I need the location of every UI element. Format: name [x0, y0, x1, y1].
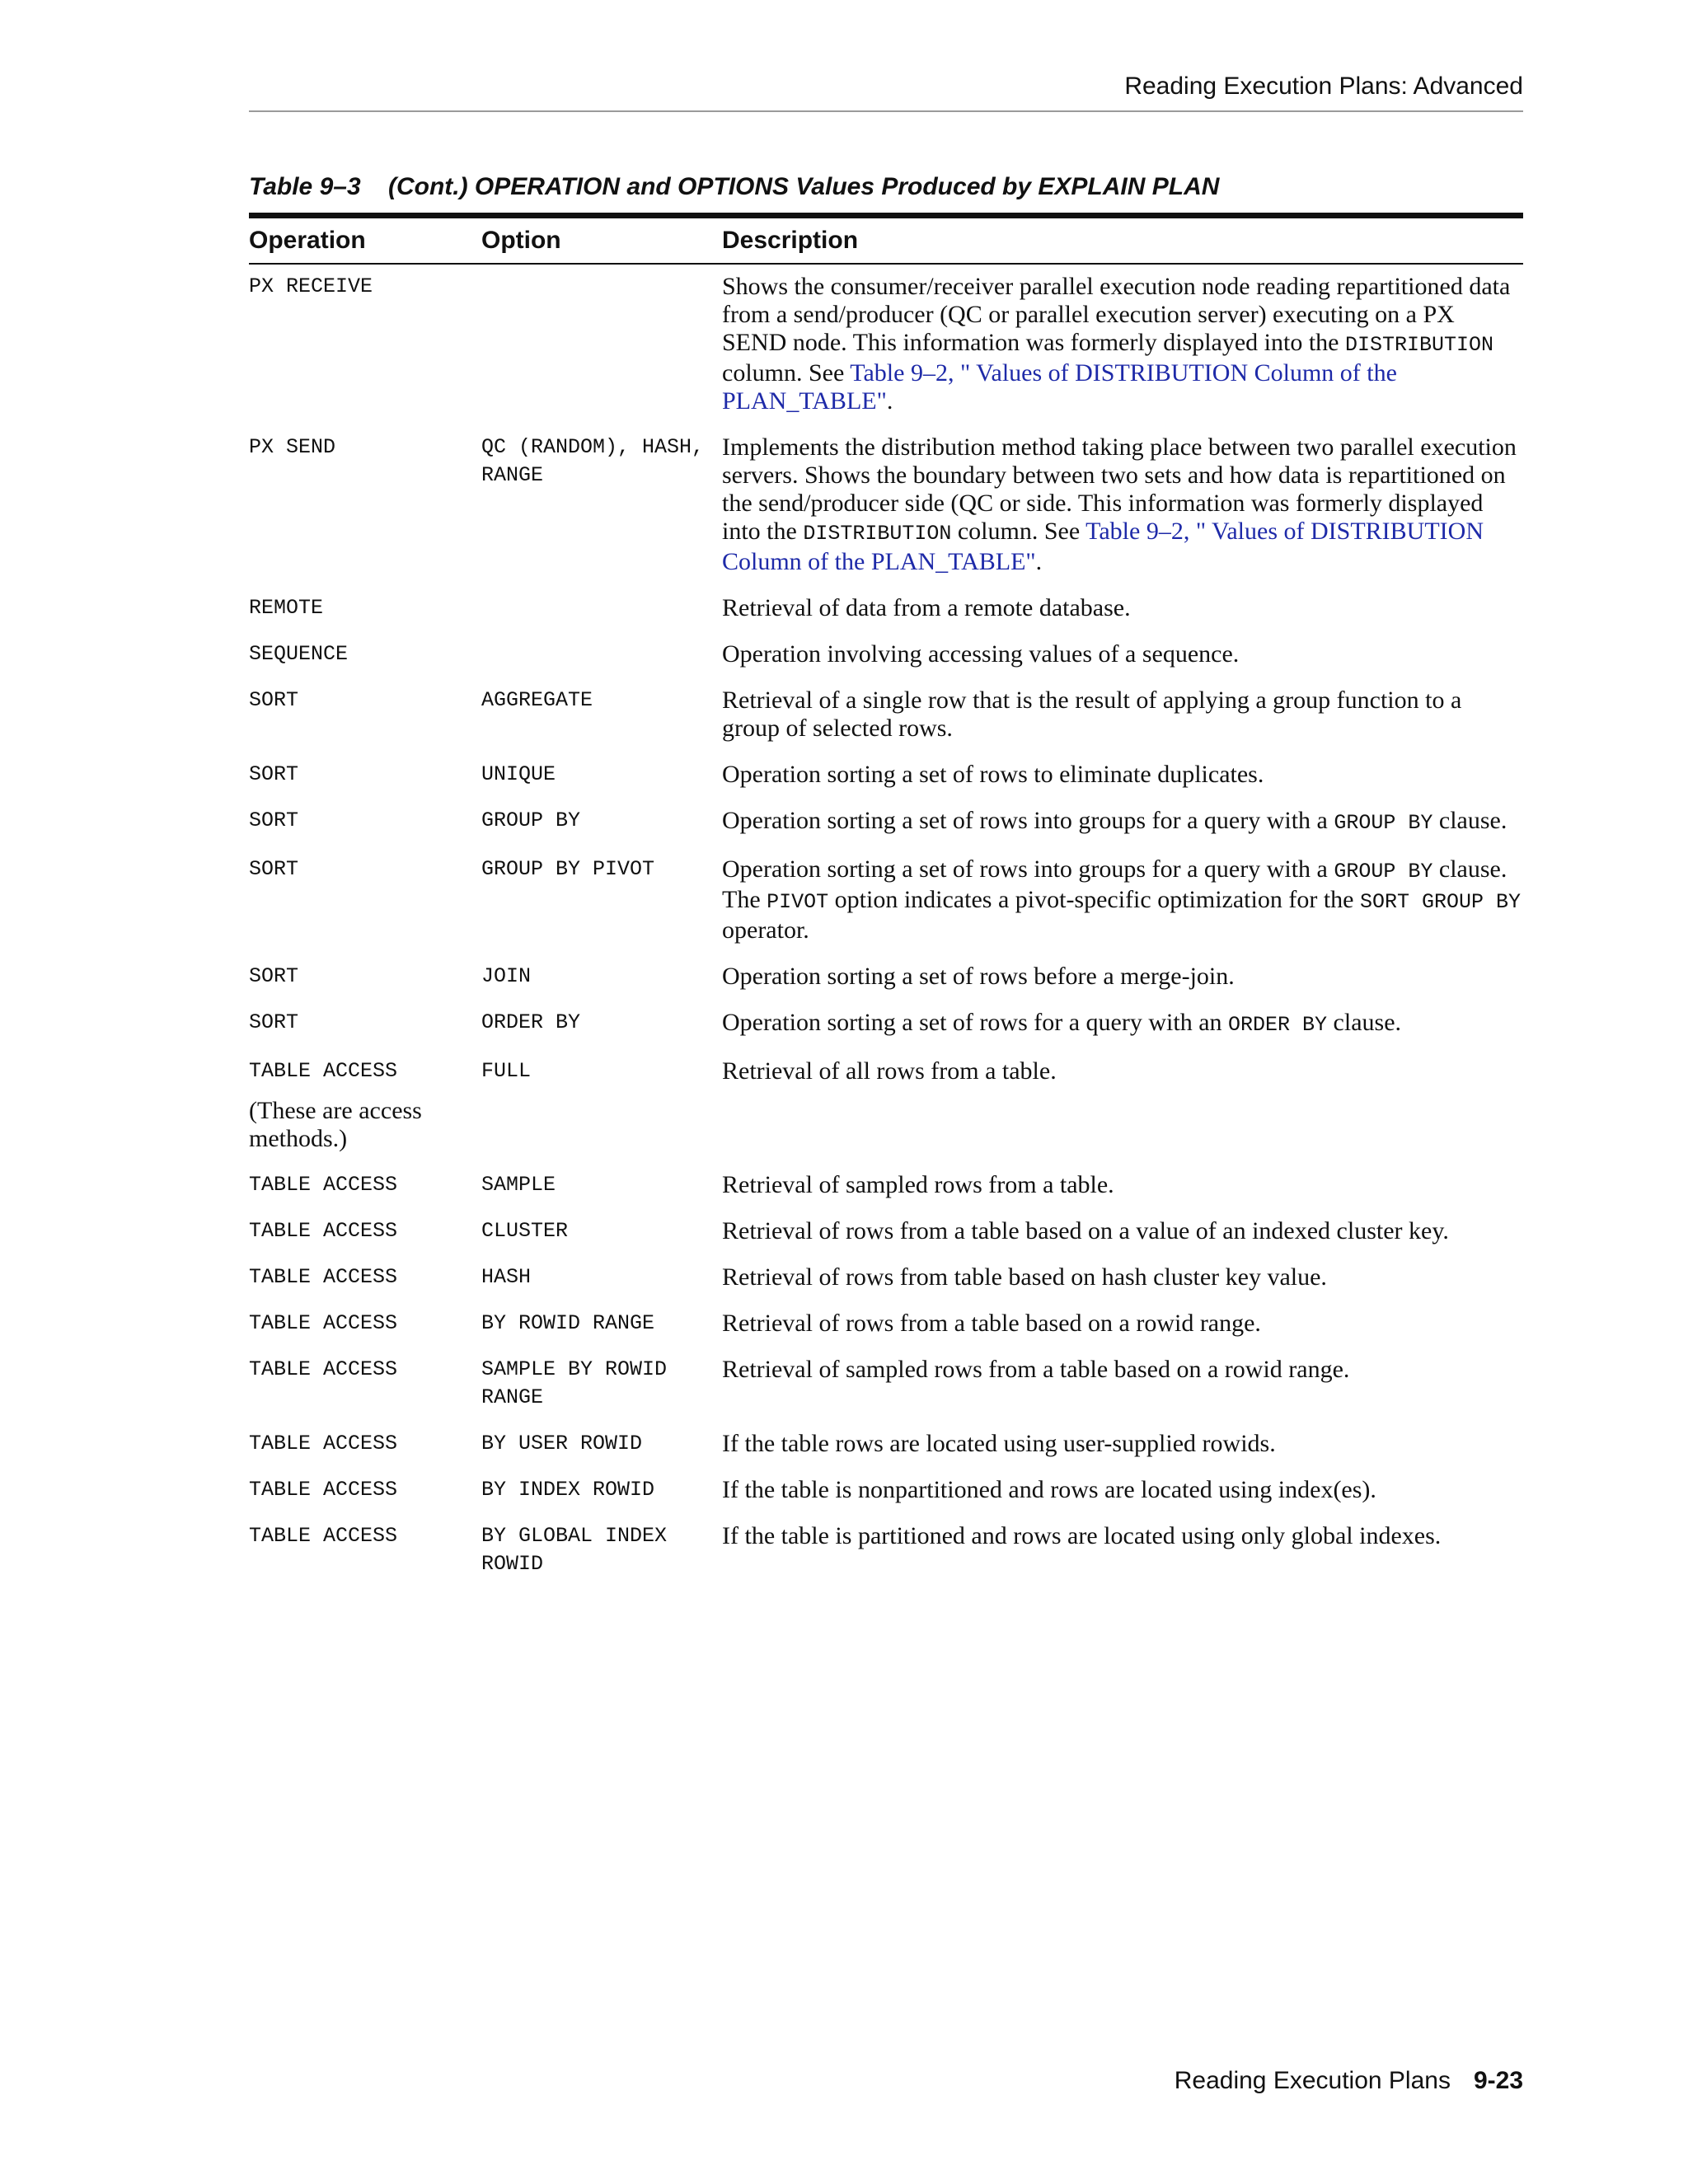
option-cell: HASH [481, 1265, 532, 1289]
option-cell: FULL [481, 1059, 532, 1083]
table-row [249, 1347, 1523, 1422]
inline-code: PIVOT [767, 890, 829, 914]
column-header-option: Option [481, 216, 722, 265]
inline-code: DISTRIBUTION [1345, 333, 1494, 357]
option-cell [481, 586, 722, 632]
operation-cell: TABLE ACCESS [249, 1219, 398, 1243]
description-cell: Retrieval of a single row that is the result of applying a group function to a group of selected rows. [722, 687, 1462, 742]
table-caption: Table 9–3 (Cont.) OPERATION and OPTIONS Values Produced by EXPLAIN PLAN [249, 173, 1220, 200]
column-header-operation: Operation [249, 216, 481, 265]
description-text: clause. The [722, 855, 1507, 913]
operation-cell: SORT [249, 808, 299, 832]
running-footer [249, 2067, 1523, 2095]
option-cell: QC (RANDOM), HASH, RANGE [481, 435, 705, 487]
option-cell: BY INDEX ROWID [481, 1478, 655, 1502]
cross-reference-link[interactable]: Table 9–2, " Values of DISTRIBUTION Column of the PLAN_TABLE" [722, 359, 1397, 415]
description-cell: Operation involving accessing values of a sequence. [722, 640, 1240, 668]
option-cell: GROUP BY [481, 808, 581, 832]
option-cell: AGGREGATE [481, 688, 593, 712]
table-row [249, 1514, 1523, 1588]
description-cell [722, 1001, 1523, 1049]
operation-cell: SORT [249, 688, 299, 712]
option-cell: BY GLOBAL INDEX ROWID [481, 1524, 668, 1576]
description-text: clause. [1432, 807, 1507, 834]
cross-reference-link[interactable]: Table 9–2, " Values of DISTRIBUTION Column of the PLAN_TABLE" [722, 518, 1484, 575]
description-cell [722, 264, 1523, 425]
description-cell: If the table is partitioned and rows are located using only global indexes. [722, 1522, 1442, 1549]
description-text: Operation sorting a set of rows into groups for a query with a [722, 855, 1334, 883]
operation-note: (These are access methods.) [249, 1097, 422, 1152]
description-cell [722, 847, 1523, 954]
description-cell [722, 425, 1523, 586]
operation-cell: PX RECEIVE [249, 274, 373, 298]
operation-cell: SORT [249, 964, 299, 988]
table-row [249, 425, 1523, 586]
table-row [249, 586, 1523, 632]
table-row [249, 678, 1523, 752]
description-cell: Retrieval of sampled rows from a table. [722, 1171, 1114, 1198]
operation-cell: TABLE ACCESS [249, 1173, 398, 1197]
option-cell: CLUSTER [481, 1219, 569, 1243]
operation-cell: TABLE ACCESS [249, 1524, 398, 1548]
table-row [249, 847, 1523, 954]
description-cell: If the table is nonpartitioned and rows are located using index(es). [722, 1476, 1376, 1503]
description-cell: Retrieval of rows from a table based on a rowid range. [722, 1310, 1261, 1337]
running-header: Reading Execution Plans: Advanced [249, 73, 1523, 112]
operation-cell [249, 1049, 481, 1163]
description-text: Operation sorting a set of rows for a query with an [722, 1009, 1229, 1036]
footer-section-title: Reading Execution Plans [1174, 2067, 1451, 2094]
table-row [249, 1468, 1523, 1514]
option-cell [481, 264, 722, 425]
operation-cell: SORT [249, 857, 299, 881]
operation-cell: SORT [249, 1010, 299, 1034]
description-text: . [1035, 548, 1043, 575]
operation-cell: SEQUENCE [249, 642, 349, 666]
operation-cell: TABLE ACCESS [249, 1432, 398, 1455]
operation-cell: TABLE ACCESS [249, 1478, 398, 1502]
operation-cell: TABLE ACCESS [249, 1265, 398, 1289]
description-cell: Retrieval of rows from table based on hash cluster key value. [722, 1263, 1327, 1291]
description-cell: Retrieval of sampled rows from a table based on a rowid range. [722, 1356, 1350, 1383]
page-number: 9-23 [1473, 2067, 1523, 2094]
description-text: operator. [722, 916, 809, 944]
operation-cell: TABLE ACCESS [249, 1357, 398, 1381]
operation-cell: PX SEND [249, 435, 336, 459]
table-row [249, 1049, 1523, 1163]
description-cell: Retrieval of rows from a table based on a value of an indexed cluster key. [722, 1217, 1449, 1244]
operation-cell: SORT [249, 762, 299, 786]
column-header-description: Description [722, 216, 1523, 265]
description-cell: If the table rows are located using user-supplied rowids. [722, 1430, 1276, 1457]
inline-code: GROUP BY [1334, 811, 1433, 835]
option-cell [481, 632, 722, 678]
description-text: Shows the consumer/receiver parallel execution node reading repartitioned data from a send/producer (QC or parallel execution server) executing on a PX SEND node. This information was formerly displayed into the [722, 273, 1511, 356]
option-cell: SAMPLE BY ROWID RANGE [481, 1357, 668, 1409]
description-text: Operation sorting a set of rows into groups for a query with a [722, 807, 1334, 834]
table-row [249, 954, 1523, 1001]
table-row [249, 1209, 1523, 1255]
option-cell: UNIQUE [481, 762, 556, 786]
description-cell: Operation sorting a set of rows to eliminate duplicates. [722, 761, 1264, 788]
option-cell: ORDER BY [481, 1010, 581, 1034]
operation-cell: REMOTE [249, 596, 324, 620]
description-text: . [886, 387, 893, 415]
operation-name: TABLE ACCESS [249, 1059, 398, 1083]
table-row [249, 1001, 1523, 1049]
inline-code: GROUP BY [1334, 860, 1433, 883]
table-row [249, 1301, 1523, 1347]
description-cell [722, 799, 1523, 847]
table-row [249, 799, 1523, 847]
description-text: option indicates a pivot-specific optimization for the [828, 886, 1360, 913]
option-cell: JOIN [481, 964, 532, 988]
option-cell: GROUP BY PIVOT [481, 857, 655, 881]
description-cell: Retrieval of data from a remote database. [722, 594, 1131, 621]
description-text: column. See [722, 359, 851, 387]
table-row [249, 264, 1523, 425]
table-row [249, 1163, 1523, 1209]
table-row [249, 1422, 1523, 1468]
inline-code: ORDER BY [1228, 1013, 1328, 1037]
operation-cell: TABLE ACCESS [249, 1311, 398, 1335]
inline-code: DISTRIBUTION [803, 522, 952, 546]
description-cell: Operation sorting a set of rows before a merge-join. [722, 963, 1235, 990]
description-text: clause. [1327, 1009, 1402, 1036]
option-cell: BY USER ROWID [481, 1432, 643, 1455]
description-cell: Retrieval of all rows from a table. [722, 1057, 1057, 1085]
option-cell: SAMPLE [481, 1173, 556, 1197]
operation-options-table [249, 213, 1523, 1588]
option-cell: BY ROWID RANGE [481, 1311, 655, 1335]
table-header-row [249, 216, 1523, 265]
inline-code: SORT GROUP BY [1359, 890, 1522, 914]
table-row [249, 632, 1523, 678]
description-text: Implements the distribution method taking place between two parallel execution servers. Shows the boundary between two sets and how data is repartitioned on the send/producer side (QC or side. This information was formerly displayed into the [722, 434, 1517, 545]
table-row [249, 752, 1523, 799]
table-row [249, 1255, 1523, 1301]
description-text: column. See [951, 518, 1086, 545]
